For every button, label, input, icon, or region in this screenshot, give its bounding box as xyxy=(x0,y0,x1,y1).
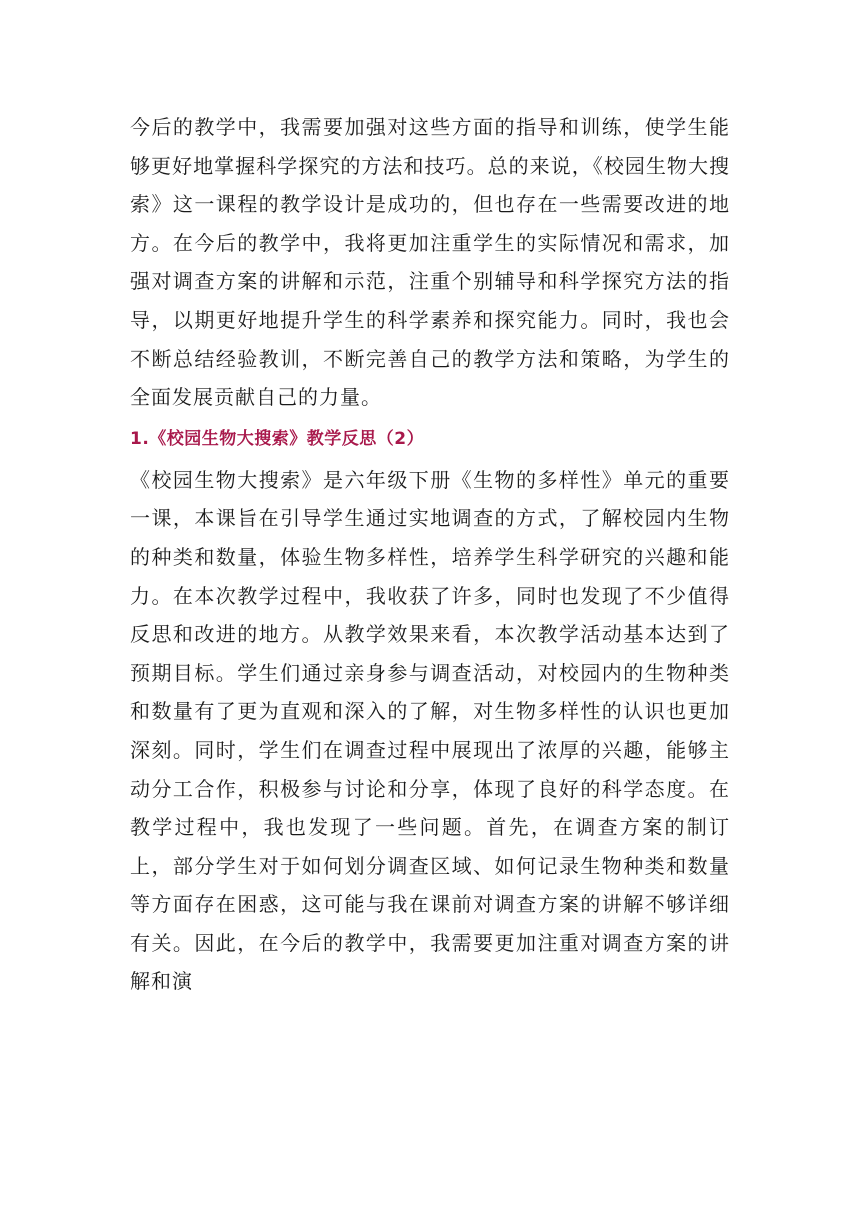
section-heading: 1.《校园生物大搜索》教学反思（2） xyxy=(130,428,425,449)
body-paragraph-1: 今后的教学中，我需要加强对这些方面的指导和训练，使学生能够更好地掌握科学探究的方法和技巧。总的来说，《校园生物大搜索》这一课程的教学设计是成功的，但也存在一些需要改进的地方。在今后的教学中，我将更加注重学生的实际情况和需求，加强对调查方案的讲解和示范，注重个别辅导和科学探究方法的指导，以期更好地提升学生的科学素养和探究能力。同时，我也会不断总结经验教训，不断完善自己的教学方法和策略，为学生的全面发展贡献自己的力量。 xyxy=(130,115,730,410)
document-body xyxy=(130,108,730,1001)
body-paragraph-2: 《校园生物大搜索》是六年级下册《生物的多样性》单元的重要一课，本课旨在引导学生通过实地调查的方式，了解校园内生物的种类和数量，体验生物多样性，培养学生科学研究的兴趣和能力。在本次教学过程中，我收获了许多，同时也发现了不少值得反思和改进的地方。从教学效果来看，本次教学活动基本达到了预期目标。学生们通过亲身参与调查活动，对校园内的生物种类和数量有了更为直观和深入的了解，对生物多样性的认识也更加深刻。同时，学生们在调查过程中展现出了浓厚的兴趣，能够主动分工合作，积极参与讨论和分享，体现了良好的科学态度。在教学过程中，我也发现了一些问题。首先，在调查方案的制订上，部分学生对于如何划分调查区域、如何记录生物种类和数量等方面存在困惑，这可能与我在课前对调查方案的讲解不够详细有关。因此，在今后的教学中，我需要更加注重对调查方案的讲解和演 xyxy=(130,467,730,994)
